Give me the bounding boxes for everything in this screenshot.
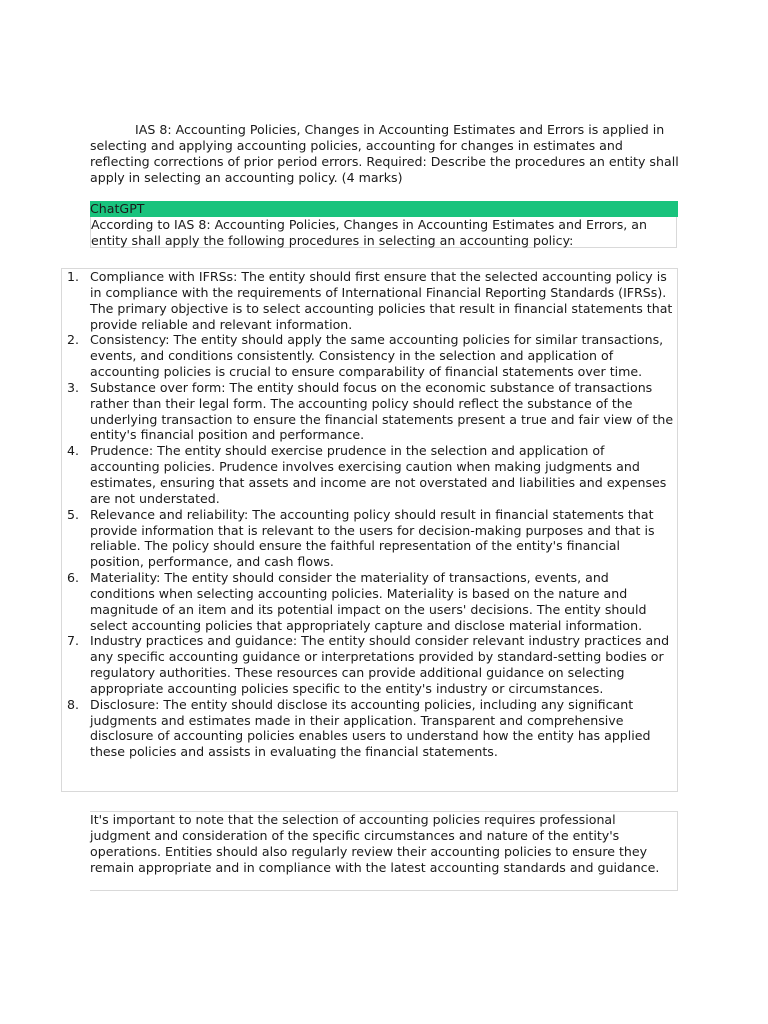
list-item-text: Relevance and reliability: The accounting policy should result in financial statements that provide information that is relevant to the users for decision-making purposes and that is reliable. The policy should ensure the faithful representation of the entity's financial position, performance, and cash flows.: [90, 506, 655, 570]
list-item: [62, 332, 677, 380]
list-item-number: 3.: [67, 379, 80, 395]
response-intro-box: [90, 217, 677, 248]
list-item-text: Consistency: The entity should apply the same accounting policies for similar transactions, events, and conditions consistently. Consistency in the selection and application of accounting policies is crucial to ensure comparability of financial statements over time.: [90, 332, 664, 380]
list-item-number: 7.: [67, 633, 80, 649]
list-item-text: Substance over form: The entity should focus on the economic substance of transactions rather than their legal form. The accounting policy should reflect the substance of the underlying transaction to ensure the financial statements present a true and fair view of the entity's financial position and performance.: [90, 379, 674, 443]
list-item: [62, 633, 677, 696]
procedures-list: [62, 269, 677, 760]
closing-paragraph: It's important to note that the selection of accounting policies requires professional judgment and consideration of the specific circumstances and nature of the entity's operations. Entities should also regularly review their accounting policies to ensure they remain appropriate and in compliance with the latest accounting standards and guidance.: [90, 812, 660, 875]
response-intro: According to IAS 8: Accounting Policies, Changes in Accounting Estimates and Errors, an entity shall apply the following procedures in selecting an accounting policy:: [91, 217, 647, 248]
list-item: [62, 443, 677, 506]
list-item: [62, 380, 677, 443]
list-item-number: 1.: [67, 269, 80, 284]
list-item: [62, 570, 677, 633]
list-item: [62, 507, 677, 570]
list-item: [62, 697, 677, 760]
closing-box: [90, 811, 678, 891]
list-item-number: 8.: [67, 696, 80, 712]
list-item-number: 4.: [67, 443, 80, 459]
question-paragraph: IAS 8: Accounting Policies, Changes in Accounting Estimates and Errors is applied in selecting and applying accounting policies, accounting for changes in estimates and reflecting corrections of prior period errors. Required: Describe the procedures an entity shall apply in selecting an accounting policy. (4 marks): [90, 122, 679, 185]
list-item-number: 2.: [67, 332, 80, 348]
list-item-text: Compliance with IFRSs: The entity should first ensure that the selected accounting policy is in compliance with the requirements of International Financial Reporting Standards (IFRSs). The primary objective is to select accounting policies that result in financial statements that provide reliable and relevant information.: [90, 269, 673, 332]
procedures-list-box: [61, 268, 678, 792]
list-item-number: 6.: [67, 570, 80, 586]
list-item-text: Industry practices and guidance: The entity should consider relevant industry practices and any specific accounting guidance or interpretations provided by standard-setting bodies or regulatory authorities. These resources can provide additional guidance on selecting appropriate accounting policies specific to the entity's industry or circumstances.: [90, 633, 670, 696]
list-item-text: Prudence: The entity should exercise prudence in the selection and application of accounting policies. Prudence involves exercising caution when making judgments and estimates, ensuring that assets and income are not overstated and liabilities and expenses are not understated.: [90, 443, 667, 506]
list-item-text: Disclosure: The entity should disclose its accounting policies, including any significant judgments and estimates made in their application. Transparent and comprehensive disclosure of accounting policies enables users to understand how the entity has applied these policies and assists in evaluating the financial statements.: [90, 696, 651, 760]
list-item-text: Materiality: The entity should consider the materiality of transactions, events, and conditions when selecting accounting policies. Materiality is based on the nature and magnitude of an item and its potential impact on the users' decisions. The entity should select accounting policies that appropriately capture and disclose material information.: [90, 570, 647, 633]
chatgpt-header: ChatGPT: [90, 201, 678, 217]
list-item: [62, 269, 677, 332]
list-item-number: 5.: [67, 506, 80, 522]
